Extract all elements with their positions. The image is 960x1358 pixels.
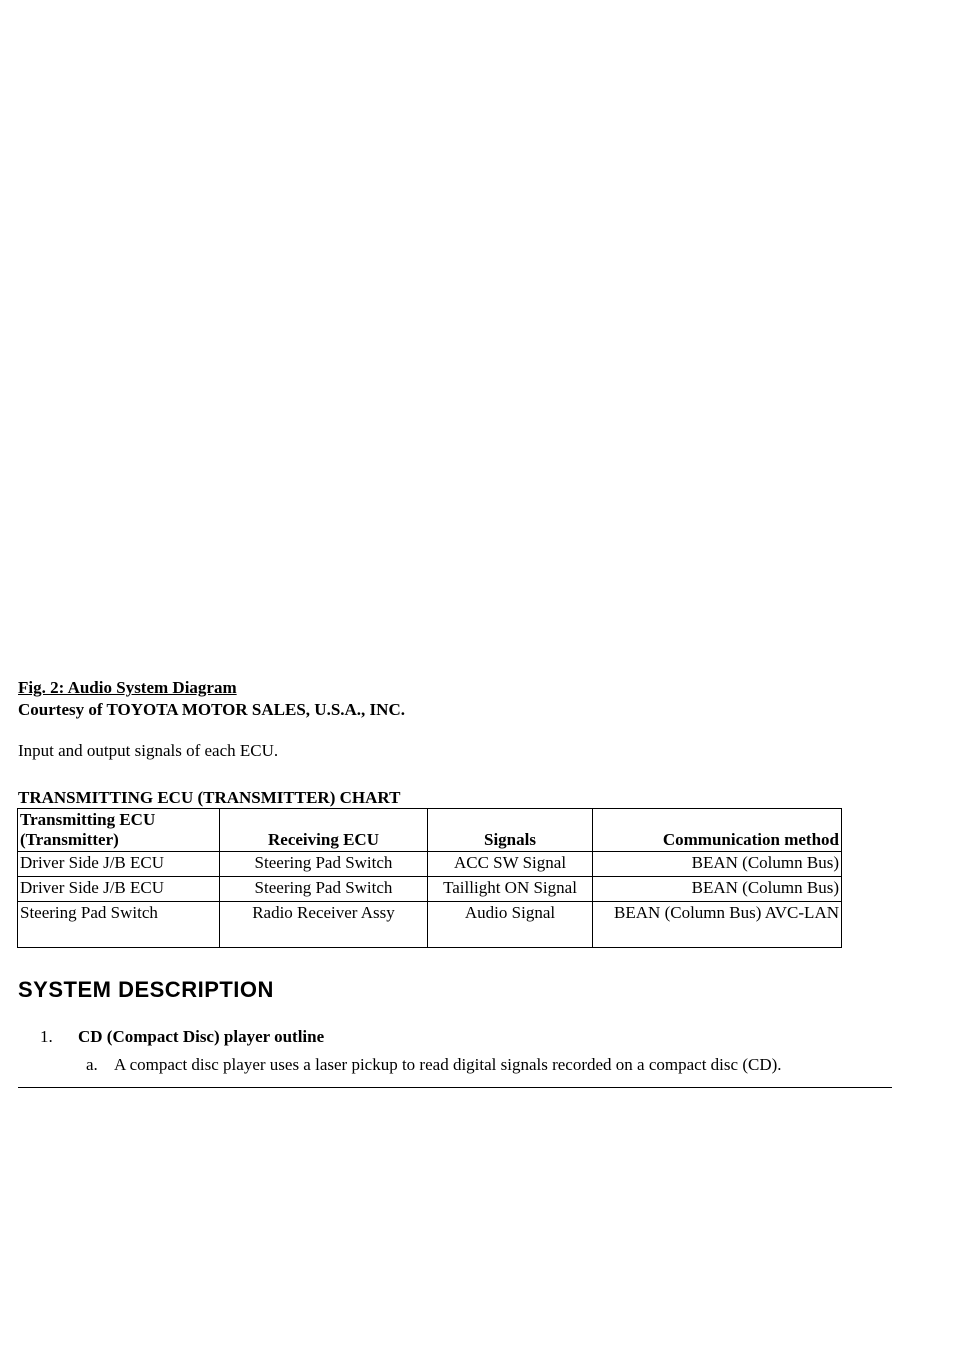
table-header-row bbox=[18, 809, 842, 852]
table-cell: BEAN (Column Bus) bbox=[593, 877, 842, 902]
table-cell: Taillight ON Signal bbox=[428, 877, 593, 902]
sub-list-letter: a. bbox=[86, 1055, 98, 1074]
sub-list-item bbox=[86, 1054, 782, 1076]
header-transmitting-ecu bbox=[18, 809, 220, 852]
header-line: (Transmitter) bbox=[20, 830, 119, 849]
header-line: Transmitting ECU bbox=[20, 810, 156, 829]
table-cell: ACC SW Signal bbox=[428, 852, 593, 877]
header-communication-method: Communication method bbox=[593, 809, 842, 852]
horizontal-rule bbox=[18, 1087, 892, 1088]
intro-text: Input and output signals of each ECU. bbox=[18, 741, 279, 760]
list-number: 1. bbox=[40, 1027, 53, 1046]
table-cell: Audio Signal bbox=[428, 902, 593, 948]
list-item-title: CD (Compact Disc) player outline bbox=[78, 1027, 325, 1046]
table-row bbox=[18, 852, 842, 877]
table-cell: BEAN (Column Bus) AVC-LAN bbox=[593, 902, 842, 948]
table-cell: Driver Side J/B ECU bbox=[18, 877, 220, 902]
table-cell: Steering Pad Switch bbox=[18, 902, 220, 948]
table-cell: Steering Pad Switch bbox=[220, 852, 428, 877]
table-cell: Steering Pad Switch bbox=[220, 877, 428, 902]
figure-title: Fig. 2: Audio System Diagram bbox=[18, 678, 237, 697]
transmitter-table bbox=[17, 808, 842, 948]
figure-caption bbox=[18, 677, 405, 721]
chart-title: TRANSMITTING ECU (TRANSMITTER) CHART bbox=[18, 788, 401, 807]
table-row bbox=[18, 902, 842, 948]
section-heading: SYSTEM DESCRIPTION bbox=[18, 977, 274, 1002]
list-item bbox=[40, 1026, 324, 1048]
header-receiving-ecu: Receiving ECU bbox=[220, 809, 428, 852]
table-cell: Driver Side J/B ECU bbox=[18, 852, 220, 877]
table-row bbox=[18, 877, 842, 902]
table-cell: BEAN (Column Bus) bbox=[593, 852, 842, 877]
table-cell: Radio Receiver Assy bbox=[220, 902, 428, 948]
header-signals: Signals bbox=[428, 809, 593, 852]
sub-list-text: A compact disc player uses a laser pickup to read digital signals recorded on a compact disc (CD). bbox=[114, 1055, 782, 1074]
courtesy-line: Courtesy of TOYOTA MOTOR SALES, U.S.A., INC. bbox=[18, 700, 405, 719]
